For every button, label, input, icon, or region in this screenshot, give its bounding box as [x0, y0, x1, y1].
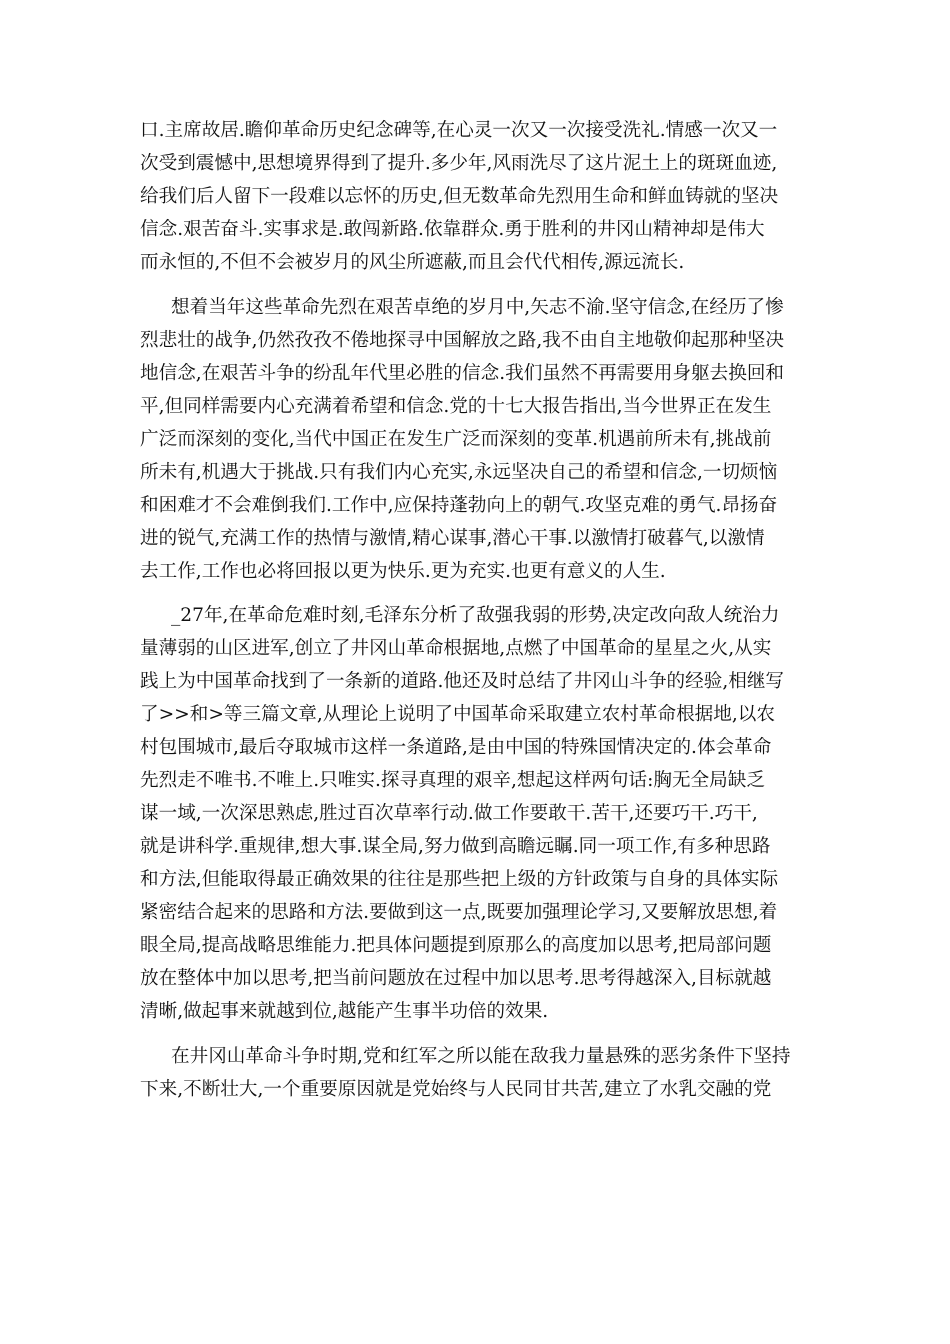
text-line: 就是讲科学.重规律,想大事.谋全局,努力做到高瞻远瞩.同一项工作,有多种思路 — [140, 836, 771, 857]
paragraph-3 — [140, 599, 820, 1028]
text-line: 践上为中国革命找到了一条新的道路.他还及时总结了井冈山斗争的经验,相继写 — [140, 671, 785, 692]
text-line: 进的锐气,充满工作的热情与激情,精心谋事,潜心干事.以激情打破暮气,以激情 — [140, 527, 765, 549]
paragraph-2 — [140, 291, 820, 588]
text-line: 在井冈山革命斗争时期,党和红军之所以能在敌我力量悬殊的恶劣条件下坚持 — [171, 1045, 791, 1067]
text-line: _27年,在革命危难时刻,毛泽东分析了敌强我弱的形势,决定改向敌人统治力 — [171, 605, 780, 626]
document-body — [140, 114, 820, 1117]
text-line: 而永恒的,不但不会被岁月的风尘所遮蔽,而且会代代相传,源远流长. — [140, 252, 685, 273]
text-line: 谋一域,一次深思熟虑,胜过百次草率行动.做工作要敢干.苦干,还要巧干.巧干, — [140, 803, 758, 824]
text-line: 先烈走不唯书.不唯上.只唯实.探寻真理的艰辛,想起这样两句话:胸无全局缺乏 — [140, 770, 765, 791]
text-line: 次受到震憾中,思想境界得到了提升.多少年,风雨洗尽了这片泥土上的斑斑血迹, — [140, 153, 778, 174]
text-line: 口.主席故居.瞻仰革命历史纪念碑等,在心灵一次又一次接受洗礼.情感一次又一 — [140, 120, 778, 141]
text-line: 平,但同样需要内心充满着希望和信念.党的十七大报告指出,当今世界正在发生 — [140, 395, 772, 417]
text-line: 和方法,但能取得最正确效果的往往是那些把上级的方针政策与自身的具体实际 — [140, 869, 779, 890]
paragraph-4 — [140, 1040, 820, 1106]
text-line: 量薄弱的山区进军,创立了井冈山革命根据地,点燃了中国革命的星星之火,从实 — [140, 638, 772, 659]
text-line: 和困难才不会难倒我们.工作中,应保持蓬勃向上的朝气.攻坚克难的勇气.昂扬奋 — [140, 494, 778, 516]
text-line: 信念.艰苦奋斗.实事求是.敢闯新路.依靠群众.勇于胜利的井冈山精神却是伟大 — [140, 219, 765, 240]
text-line: 眼全局,提高战略思维能力.把具体问题提到原那么的高度加以思考,把局部问题 — [140, 935, 772, 956]
text-line: 所未有,机遇大于挑战.只有我们内心充实,永远坚决自己的希望和信念,一切烦恼 — [140, 461, 778, 483]
text-line: 烈悲壮的战争,仍然孜孜不倦地探寻中国解放之路,我不由自主地敬仰起那种坚决 — [140, 329, 785, 351]
text-line: 紧密结合起来的思路和方法.要做到这一点,既要加强理论学习,又要解放思想,着 — [140, 902, 778, 923]
text-line: 清晰,做起事来就越到位,越能产生事半功倍的效果. — [140, 1001, 549, 1022]
text-line: 放在整体中加以思考,把当前问题放在过程中加以思考.思考得越深入,目标就越 — [140, 968, 772, 989]
text-line: 广泛而深刻的变化,当代中国正在发生广泛而深刻的变革.机遇前所未有,挑战前 — [140, 428, 772, 450]
text-line: 给我们后人留下一段难以忘怀的历史,但无数革命先烈用生命和鲜血铸就的坚决 — [140, 186, 779, 207]
text-line: 想着当年这些革命先烈在艰苦卓绝的岁月中,矢志不渝.坚守信念,在经历了惨 — [171, 296, 784, 318]
text-line: 下来,不断壮大,一个重要原因就是党始终与人民同甘共苦,建立了水乳交融的党 — [140, 1078, 772, 1100]
text-line: 村包围城市,最后夺取城市这样一条道路,是由中国的特殊国情决定的.体会革命 — [140, 737, 772, 758]
paragraph-1 — [140, 114, 820, 279]
text-line: 去工作,工作也必将回报以更为快乐.更为充实.也更有意义的人生. — [140, 560, 666, 582]
text-line: 了>>和>等三篇文章,从理论上说明了中国革命采取建立农村革命根据地,以农 — [140, 704, 775, 725]
text-line: 地信念,在艰苦斗争的纷乱年代里必胜的信念.我们虽然不再需要用身躯去换回和 — [140, 362, 785, 384]
